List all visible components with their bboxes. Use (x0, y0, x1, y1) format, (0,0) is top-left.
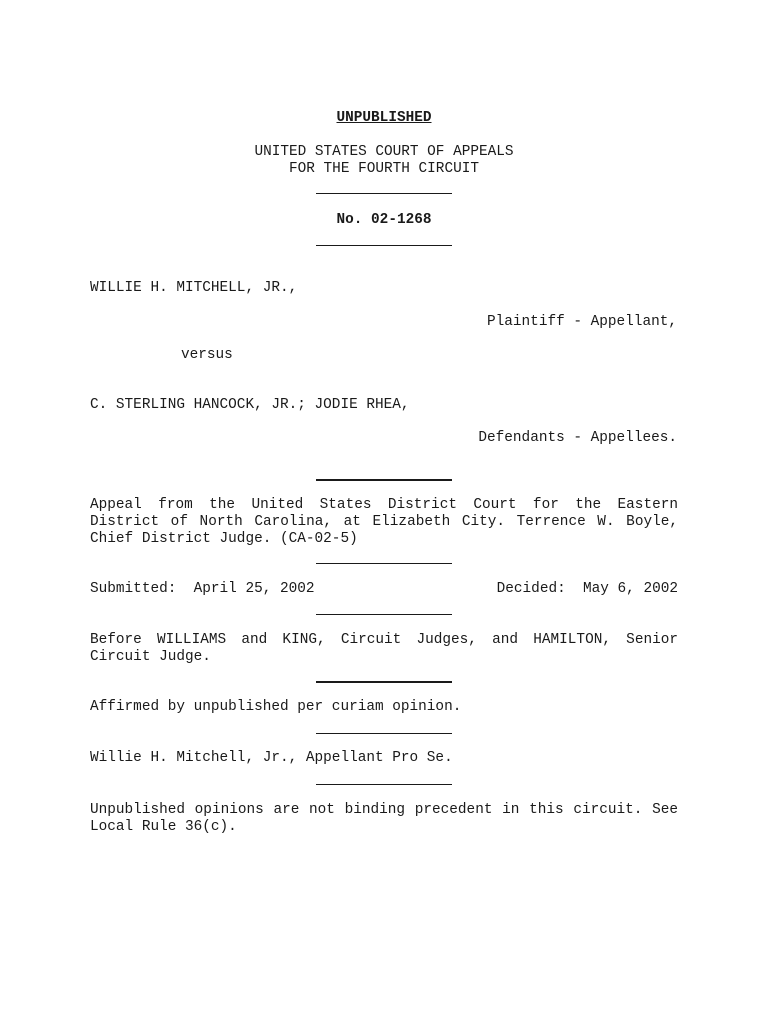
unpublished-heading: UNPUBLISHED (336, 110, 432, 126)
plaintiff-name: WILLIE H. MITCHELL, JR., (90, 280, 298, 296)
caption-rule (316, 479, 452, 481)
versus-label: versus (181, 347, 233, 363)
disposition-rule (316, 733, 452, 734)
header-rule-1 (316, 193, 452, 194)
counsel-rule (316, 784, 452, 785)
case-number: No. 02-1268 (336, 212, 432, 228)
panel-rule (316, 681, 452, 683)
appeal-rule (316, 563, 452, 564)
submitted-date: Submitted: April 25, 2002 (90, 581, 315, 597)
header-rule-2 (316, 245, 452, 246)
dates-rule (316, 614, 452, 615)
notice-paragraph: Unpublished opinions are not binding precedent in this circuit. See Local Rule 36(c). (90, 802, 678, 835)
dates-row (90, 581, 678, 598)
appeal-paragraph: Appeal from the United States District Court for the Eastern District of North Carolina, at Elizabeth City. Terrence W. Boyle, Chief District Judge. (CA-02-5) (90, 497, 678, 547)
disposition-line: Affirmed by unpublished per curiam opinion. (90, 699, 462, 715)
defendant-names: C. STERLING HANCOCK, JR.; JODIE RHEA, (90, 397, 410, 413)
plaintiff-role: Plaintiff - Appellant, (487, 314, 677, 330)
defendant-role: Defendants - Appellees. (478, 430, 677, 446)
counsel-line: Willie H. Mitchell, Jr., Appellant Pro Se. (90, 750, 453, 766)
decided-date: Decided: May 6, 2002 (496, 581, 678, 597)
court-name-line-1: UNITED STATES COURT OF APPEALS (254, 144, 514, 160)
court-name-line-2: FOR THE FOURTH CIRCUIT (289, 161, 479, 177)
panel-paragraph: Before WILLIAMS and KING, Circuit Judges, and HAMILTON, Senior Circuit Judge. (90, 632, 678, 665)
